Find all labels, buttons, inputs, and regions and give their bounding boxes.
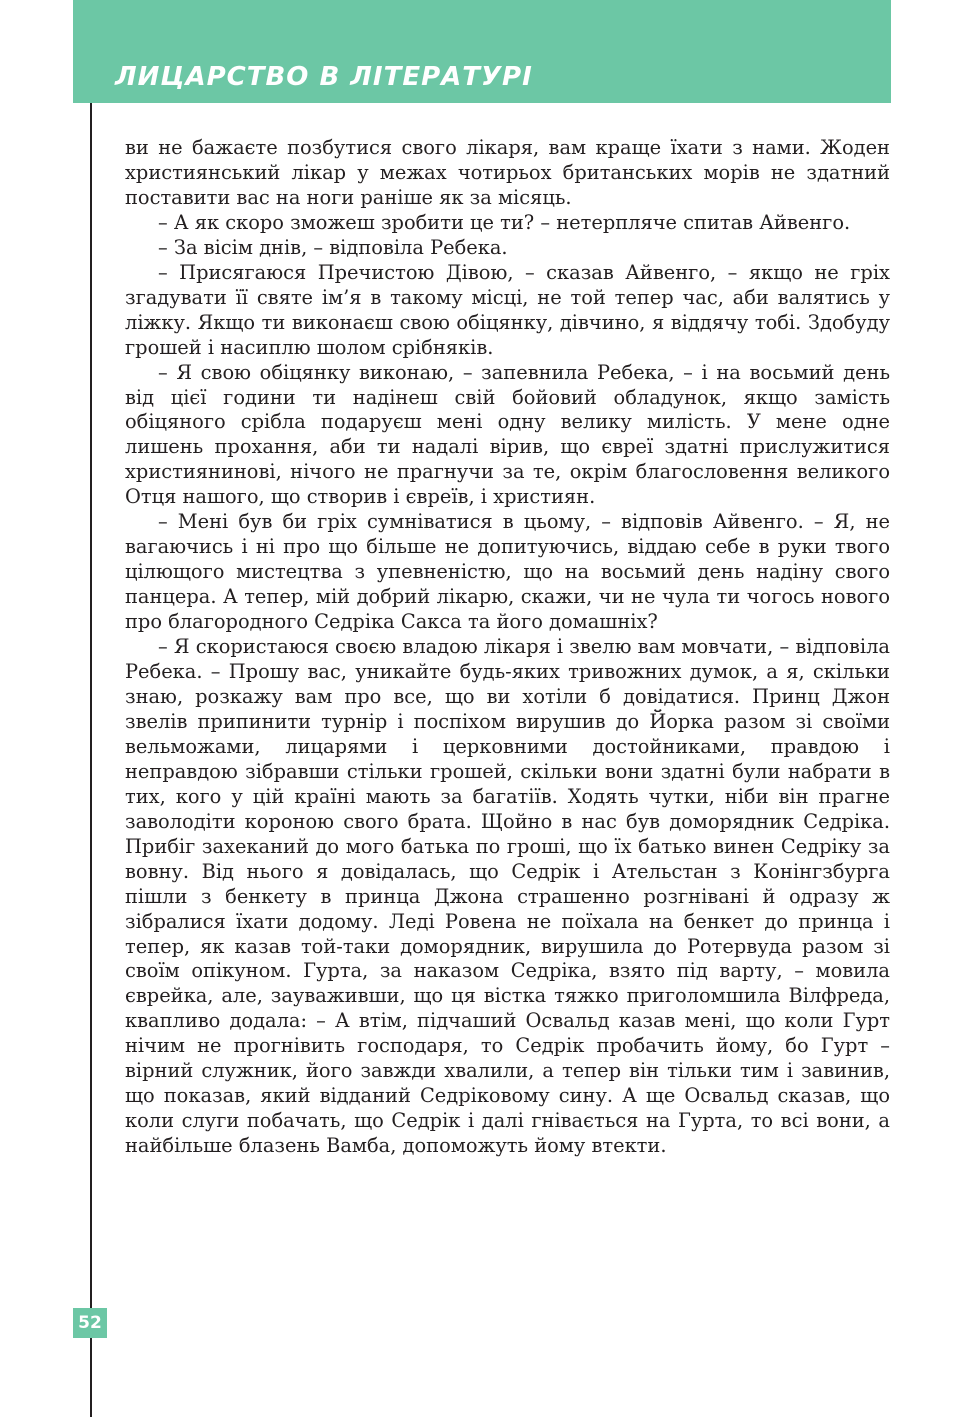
margin-rule xyxy=(90,103,92,1417)
paragraph: – Я скористаюся своєю владою лікаря і звелю вам мовчати, – відповіла Ребека. – Прошу вас, уникайте будь-яких тривожних думок, а я, скільки знаю, розкажу вам про все, що ви хотіли б довідатися. Принц Джон звелів припинити турнір і поспіхом вирушив до Йорка разом зі своїми вельможами, лицарями і церковними достойниками, правдою і неправдою зібравши стільки грошей, скільки вони здатні були набрати в тих, кого у цій країні мають за багатіїв. Ходять чутки, ніби він прагне заволодіти короною свого брата. Щойно в нас був доморядник Седріка. Прибіг захеканий до мого батька по гроші, що їх батько винен Седріку за вовну. Від нього я довідалась, що Седрік і Ательстан з Конінгзбурга пішли з бенкету в принца Джона страшенно розгнівані й одразу ж зібралися їхати додому. Леді Ровена не поїхала на бенкет до принца і тепер, як казав той-таки доморядник, вирушила до Ротервуда разом зі своїм опікуном. Гурта, за наказом Седріка, взято під варту, – мовила єврейка, але, зауваживши, що ця вістка тяжко приголомшила Вілфреда, квапливо додала: – А втім, підчаший Освальд казав мені, що коли Гурт нічим не прогнівить господаря, то Седрік пробачить йому, бо Гурт – вірний служник, його завжди хвалили, а тепер він тільки тим і завинив, що показав, який відданий Седріковому сину. А ще Освальд сказав, що коли слуги побачать, що Седрік і далі гнівається на Гурта, то всі вони, а найбільше блазень Вамба, допоможуть йому втекти. xyxy=(125,635,890,1158)
paragraph: – Мені був би гріх сумніватися в цьому, – відповів Айвенго. – Я, не вагаючись і ні про що більше не допитуючись, віддаю себе в руки твого цілющого мистецтва з упевненістю, що на восьмий день надіну свого панцера. А тепер, мій добрий лікарю, скажи, чи не чула ти чогось нового про благородного Седріка Сакса та його домашніх? xyxy=(125,510,890,634)
paragraph: – Присягаюся Пречистою Дівою, – сказав Айвенго, – якщо не гріх згадувати її святе ім’я в такому місці, не той тепер час, аби валятись у ліжку. Якщо ти виконаєш свою обіцянку, дівчино, я віддячу тобі. Здобуду грошей і насиплю шолом срібняків. xyxy=(125,260,890,359)
chapter-header-band xyxy=(73,0,891,103)
chapter-title: ЛИЦАРСТВО В ЛІТЕРАТУРІ xyxy=(115,62,533,92)
paragraph: – Я свою обіцянку виконаю, – запевнила Ребека, – і на восьмий день від цієї години ти надінеш свій бойовий обладунок, якщо замість обіцяного срібла подаруєш мені одну велику милість. У мене одне лишень прохання, аби ти надалі вірив, що євреї здатні прислужитися християнинові, нічого не прагнучи за те, окрім благословення великого Отця нашого, що створив і євреїв, і християн. xyxy=(125,360,890,509)
paragraph: – А як скоро зможеш зробити це ти? – нетерпляче спитав Айвенго. xyxy=(158,210,851,234)
body-text xyxy=(125,136,890,1159)
page-number: 52 xyxy=(73,1308,107,1338)
paragraph: – За вісім днів, – відповіла Ребека. xyxy=(158,235,508,259)
paragraph: ви не бажаєте позбутися свого лікаря, вам краще їхати з нами. Жоден християнський лікар у межах чотирьох британських морів не здатний поставити вас на ноги раніше як за місяць. xyxy=(125,136,890,209)
